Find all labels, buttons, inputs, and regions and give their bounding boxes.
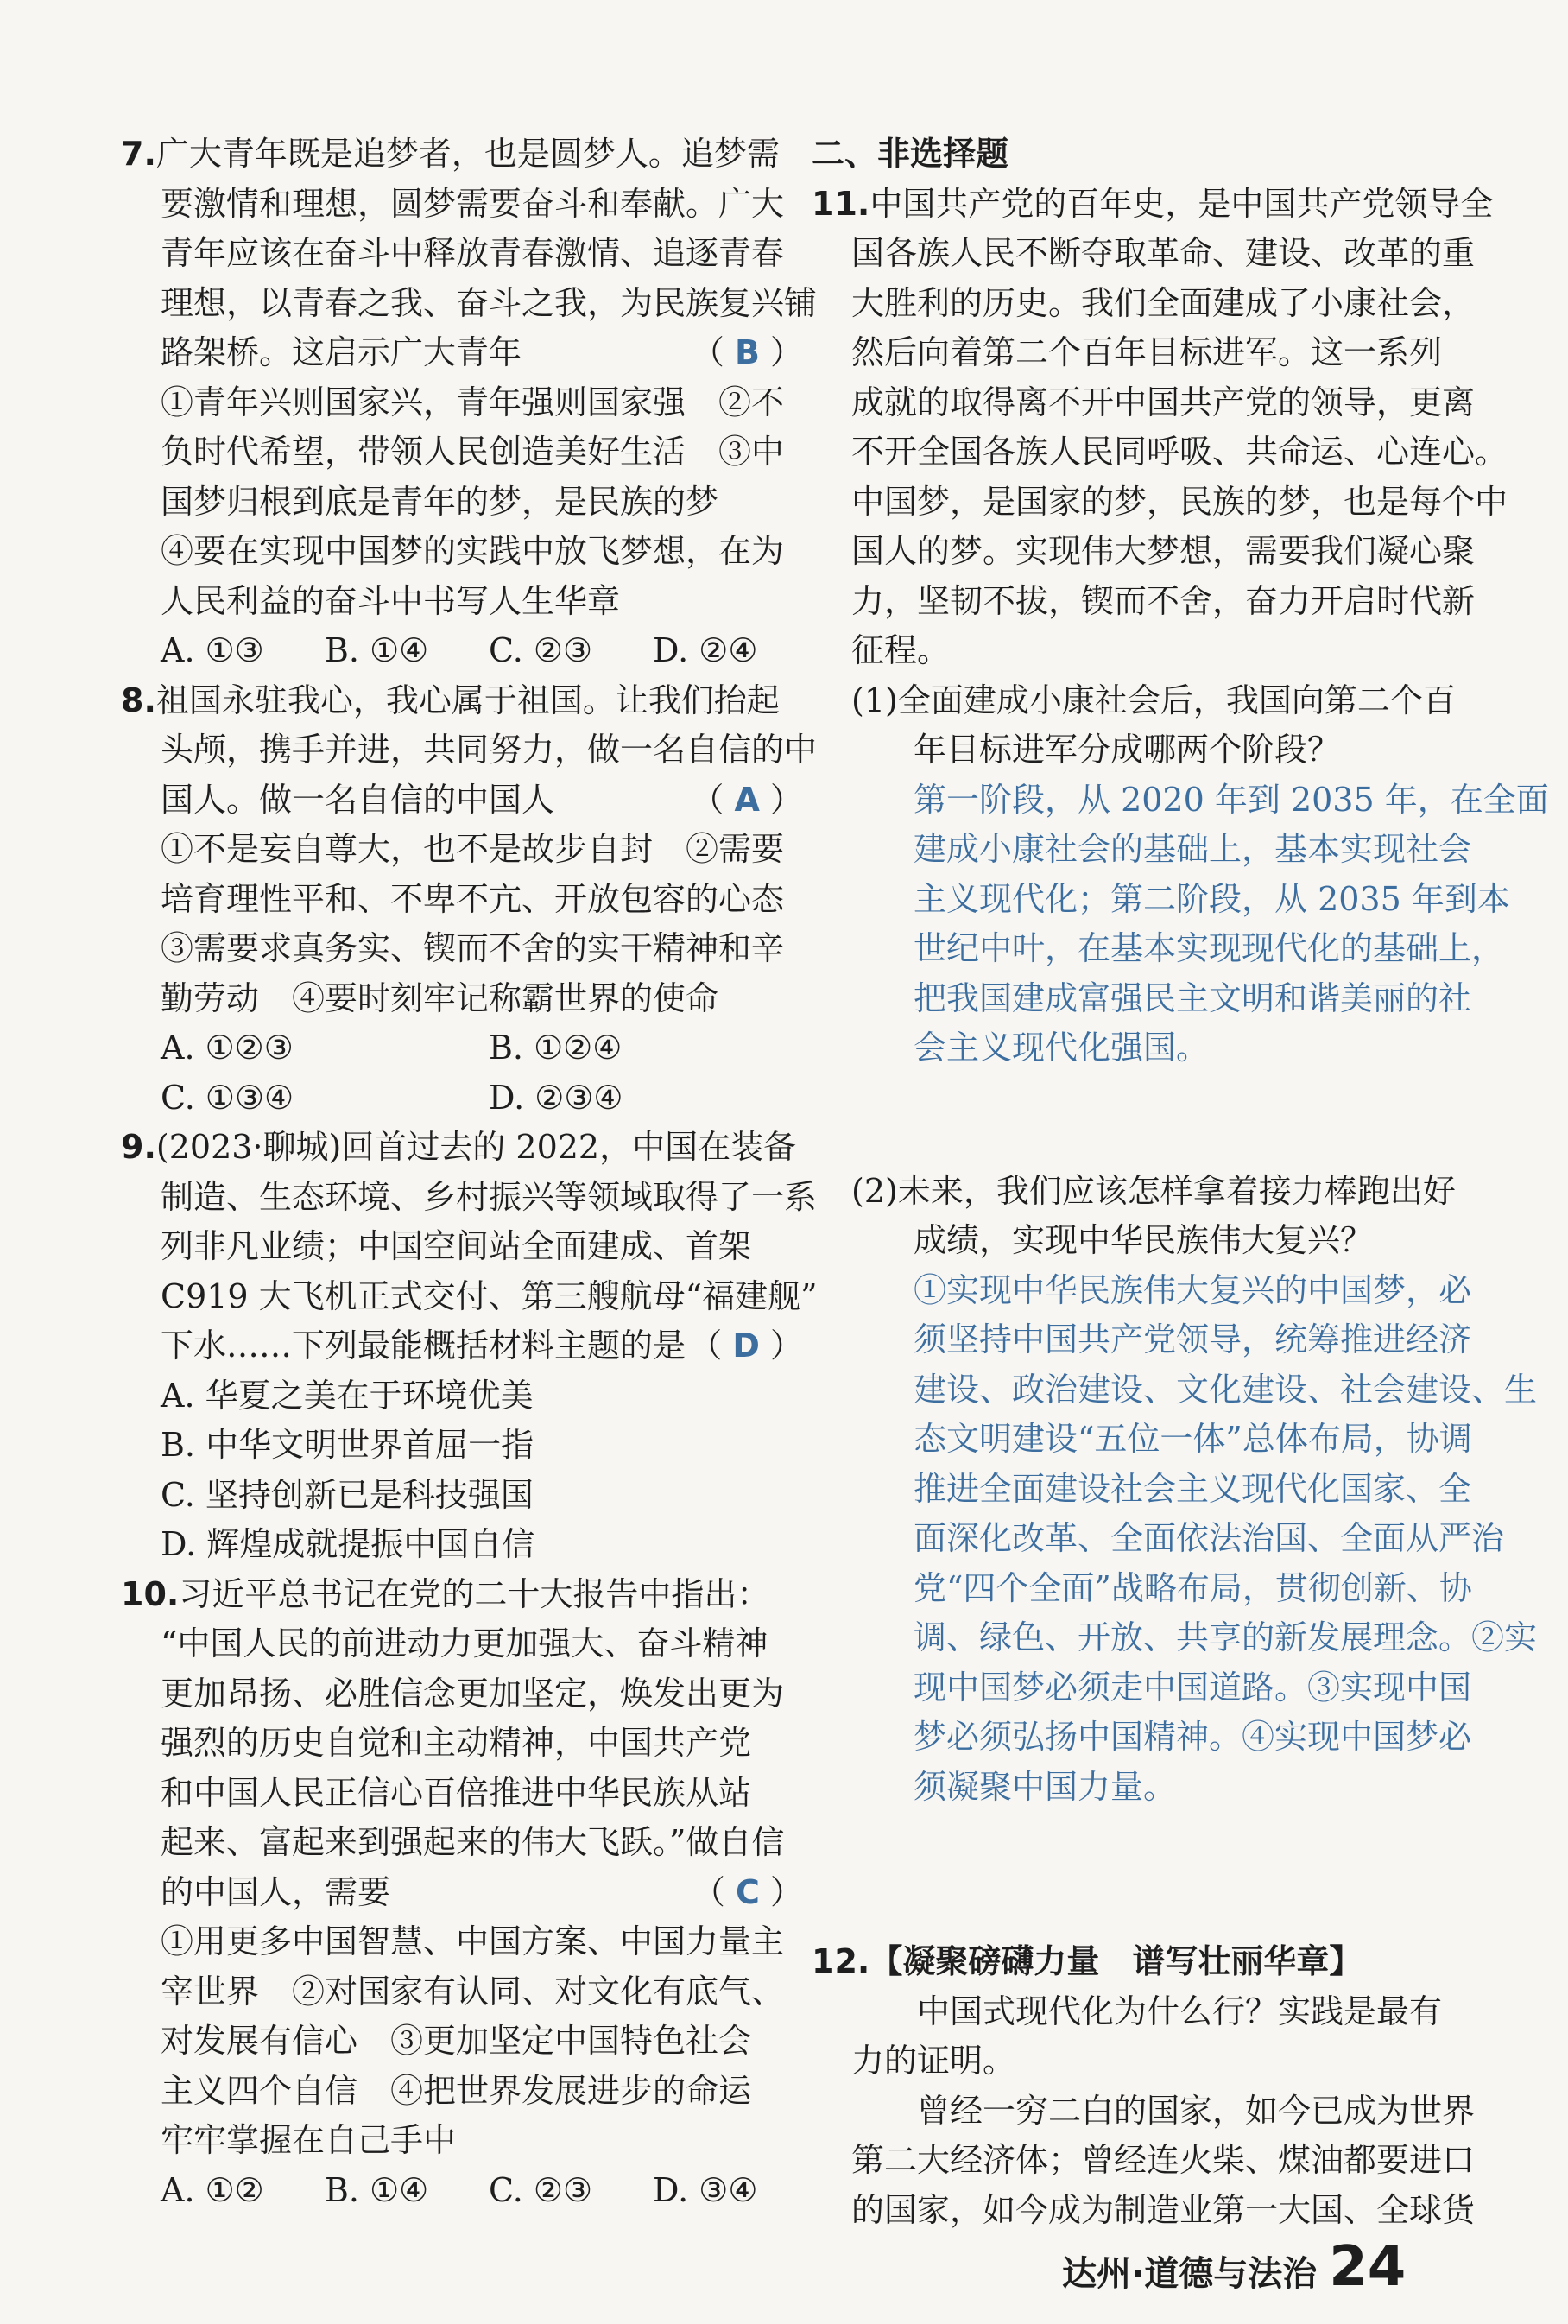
- answer-line: 调、绿色、开放、共享的新发展理念。②实: [914, 1618, 1538, 1656]
- answer-letter: D: [732, 1327, 760, 1365]
- statement-line: 负时代希望，带领人民创造美好生活 ③中: [161, 433, 785, 471]
- statement-line: ④要在实现中国梦的实践中放飞梦想，在为: [161, 532, 785, 570]
- statement-line: 主义四个自信 ④把世界发展进步的命运: [161, 2071, 752, 2110]
- paragraph-line: 力的证明。: [851, 2042, 1016, 2080]
- answer-line: 梦必须弘扬中国精神。④实现中国梦必: [914, 1718, 1472, 1756]
- stem-line: 国人。做一名自信的中国人: [161, 780, 555, 819]
- statement-line: 宰世界 ②对国家有认同、对文化有底气、: [161, 1972, 785, 2011]
- stem-line: 制造、生态环境、乡村振兴等领域取得了一系: [161, 1177, 818, 1216]
- page-number: 24: [1329, 2235, 1407, 2299]
- stem-line: 青年应该在奋斗中释放青春激情、追逐青春: [161, 234, 785, 272]
- statement-line: 培育理性平和、不卑不亢、开放包容的心态: [161, 879, 785, 918]
- answer-line: 主义现代化；第二阶段，从 2035 年到本: [914, 879, 1510, 918]
- stem-line: 习近平总书记在党的二十大报告中指出：: [179, 1574, 770, 1613]
- option-a: A. ①③: [161, 631, 264, 669]
- stem-line: 的中国人，需要: [161, 1872, 391, 1911]
- question-number: 10.: [121, 1574, 180, 1613]
- stem-line: 路架桥。这启示广大青年: [161, 333, 522, 371]
- question-number: 9.: [121, 1128, 156, 1166]
- option-d: D. ②④: [653, 631, 758, 669]
- stem-line: 下水……下列最能概括材料主题的是: [161, 1327, 686, 1365]
- sub-question-2: [812, 1167, 1538, 1813]
- answer-line: 把我国建成富强民主文明和谐美丽的社: [914, 978, 1472, 1017]
- sub-label: (1): [851, 681, 898, 719]
- option-c: C. ②③: [489, 631, 593, 669]
- paragraph-line: 曾经一穷二白的国家，如今已成为世界: [917, 2091, 1476, 2130]
- stem-line: (2023·聊城)回首过去的 2022，中国在装备: [155, 1128, 797, 1166]
- answer-line: 第一阶段，从 2020 年到 2035 年，在全面: [914, 780, 1549, 819]
- statement-line: 勤劳动 ④要时刻牢记称霸世界的使命: [161, 978, 719, 1017]
- answer-line: 态文明建设“五位一体”总体布局，协调: [914, 1420, 1472, 1458]
- answer-line: 党“四个全面”战略布局，贯彻创新、协: [914, 1568, 1472, 1607]
- option-a: A. 华夏之美在于环境优美: [161, 1376, 534, 1415]
- answer-line: ①实现中华民族伟大复兴的中国梦，必: [914, 1270, 1472, 1309]
- stem-line: 中国共产党的百年史，是中国共产党领导全: [869, 184, 1494, 223]
- statement-line: 人民利益的奋斗中书写人生华章: [161, 581, 621, 620]
- answer-line: 面深化改革、全面依法治国、全面从严治: [914, 1519, 1505, 1557]
- statement-line: ①青年兴则国家兴，青年强则国家强 ②不: [161, 383, 785, 421]
- options-row: [121, 1073, 803, 1124]
- options-row: [121, 1023, 803, 1073]
- statement-line: 国梦归根到底是青年的梦，是民族的梦: [161, 482, 719, 521]
- question-number: 7.: [121, 135, 156, 173]
- answer-letter: C: [736, 1872, 760, 1911]
- question-12: [812, 1937, 1476, 2235]
- option-a: A. ①②③: [161, 1029, 294, 1067]
- sub-line: 年目标进军分成哪两个阶段？: [914, 731, 1341, 769]
- sub-label: (2): [851, 1171, 898, 1210]
- sub-question-1: [812, 676, 1549, 1073]
- stem-line: 国各族人民不断夺取革命、建设、改革的重: [851, 234, 1476, 272]
- answer-line: 建设、政治建设、文化建设、社会建设、生: [914, 1370, 1538, 1409]
- question-number: 12.: [812, 1942, 870, 1980]
- option-c: C. ①③④: [161, 1078, 294, 1117]
- stem-line: C919 大飞机正式交付、第三艘航母“福建舰”: [161, 1276, 818, 1315]
- stem-line: 起来、富起来到强起来的伟大飞跃。”做自信: [161, 1823, 785, 1861]
- answer-line: 建成小康社会的基础上，基本实现社会: [914, 830, 1472, 868]
- options-row: [121, 2166, 803, 2216]
- answer-line: 世纪中叶，在基本实现现代化的基础上，: [914, 929, 1505, 967]
- answer-letter: A: [734, 780, 760, 819]
- option-b: B. ①④: [325, 631, 429, 669]
- section-title: 二、非选择题: [812, 135, 1009, 173]
- answer-letter: B: [734, 333, 760, 371]
- stem-line: 成就的取得离不开中国共产党的领导，更离: [851, 383, 1476, 421]
- stem-line: 更加昂扬、必胜信念更加坚定，焕发出更为: [161, 1674, 785, 1713]
- stem-line: 力，坚韧不拔，锲而不舍，奋力开启时代新: [851, 581, 1476, 620]
- page-footer: [1062, 2235, 1406, 2299]
- right-column: [812, 130, 1549, 2235]
- stem-line: 不开全国各族人民同呼吸、共命运、心连心。: [851, 433, 1508, 471]
- question-number: 11.: [812, 184, 870, 223]
- statement-line: 牢牢掌握在自己手中: [161, 2121, 457, 2159]
- answer-line: 会主义现代化强国。: [914, 1029, 1210, 1067]
- statement-line: 对发展有信心 ③更加坚定中国特色社会: [161, 2022, 752, 2060]
- answer-line: 须坚持中国共产党领导，统筹推进经济: [914, 1320, 1472, 1358]
- stem-line: 广大青年既是追梦者，也是圆梦人。追梦需: [155, 135, 780, 173]
- statement-line: ①不是妄自尊大，也不是故步自封 ②需要: [161, 830, 785, 868]
- stem-line: “中国人民的前进动力更加强大、奋斗精神: [161, 1624, 768, 1662]
- option-d: D. ②③④: [489, 1078, 623, 1117]
- left-column: [121, 130, 818, 2215]
- question-number: 8.: [121, 681, 156, 719]
- stem-line: 然后向着第二个百年目标进军。这一系列: [851, 333, 1443, 371]
- question-11: [812, 180, 1549, 1813]
- stem-line: 理想，以青春之我、奋斗之我，为民族复兴铺: [161, 283, 818, 322]
- stem-line: 要激情和理想，圆梦需要奋斗和奉献。广大: [161, 184, 785, 223]
- options-row: [121, 626, 803, 676]
- option-d: D. ③④: [653, 2170, 758, 2209]
- stem-line: 列非凡业绩；中国空间站全面建成、首架: [161, 1227, 752, 1265]
- sub-line: 全面建成小康社会后，我国向第二个百: [897, 681, 1456, 719]
- question-9: [121, 1123, 818, 1570]
- footer-text: 达州·道德与法治: [1062, 2254, 1318, 2294]
- stem-line: 祖国永驻我心，我心属于祖国。让我们抬起: [155, 681, 780, 719]
- paragraph-line: 第二大经济体；曾经连火柴、煤油都要进口: [851, 2141, 1476, 2179]
- option-d: D. 辉煌成就提振中国自信: [161, 1525, 535, 1563]
- option-c: C. 坚持创新已是科技强国: [161, 1475, 534, 1514]
- stem-line: 国人的梦。实现伟大梦想，需要我们凝心聚: [851, 532, 1476, 570]
- option-b: B. ①②④: [489, 1029, 623, 1067]
- stem-line: 大胜利的历史。我们全面建成了小康社会，: [851, 283, 1476, 322]
- answer-paren: （ C ）: [692, 1872, 803, 1911]
- stem-line: 中国梦，是国家的梦，民族的梦，也是每个中: [851, 482, 1508, 521]
- question-10: [121, 1570, 803, 2216]
- paragraph-line: 的国家，如今成为制造业第一大国、全球货: [851, 2190, 1476, 2229]
- answer-line: 须凝聚中国力量。: [914, 1767, 1177, 1806]
- stem-line: 和中国人民正信心百倍推进中华民族从站: [161, 1773, 752, 1812]
- paragraph-line: 中国式现代化为什么行？实践是最有: [917, 1992, 1443, 2030]
- question-title: 【凝聚磅礴力量 谱写壮丽华章】: [869, 1942, 1363, 1980]
- stem-line: 强烈的历史自觉和主动精神，中国共产党: [161, 1724, 752, 1762]
- statement-line: ①用更多中国智慧、中国方案、中国力量主: [161, 1922, 785, 1960]
- answer-line: 推进全面建设社会主义现代化国家、全: [914, 1469, 1472, 1508]
- option-b: B. 中华文明世界首屈一指: [161, 1426, 534, 1464]
- sub-line: 未来，我们应该怎样拿着接力棒跑出好: [897, 1171, 1456, 1210]
- sub-line: 成绩，实现中华民族伟大复兴？: [914, 1221, 1374, 1259]
- answer-paren: （ B ）: [691, 333, 803, 371]
- answer-line: 现中国梦必须走中国道路。③实现中国: [914, 1668, 1472, 1707]
- question-8: [121, 676, 818, 1124]
- option-c: C. ②③: [489, 2170, 593, 2209]
- option-b: B. ①④: [325, 2170, 429, 2209]
- option-a: A. ①②: [161, 2170, 264, 2209]
- answer-paren: （ D ）: [689, 1327, 803, 1365]
- question-7: [121, 130, 818, 676]
- stem-line: 头颅，携手并进，共同努力，做一名自信的中: [161, 731, 818, 769]
- statement-line: ③需要求真务实、锲而不舍的实干精神和辛: [161, 929, 785, 967]
- stem-line: 征程。: [851, 631, 951, 669]
- answer-paren: （ A ）: [691, 780, 803, 819]
